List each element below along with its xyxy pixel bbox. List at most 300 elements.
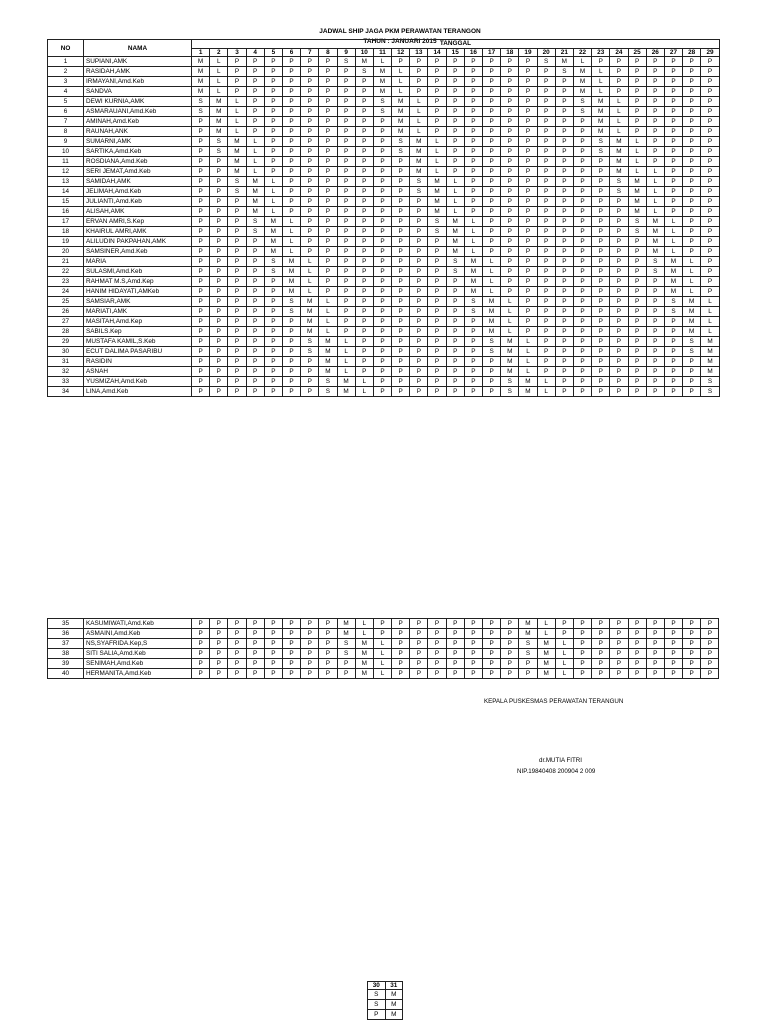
shift-cell: P	[319, 207, 337, 217]
shift-cell: P	[192, 287, 210, 297]
shift-cell: P	[355, 157, 373, 167]
shift-cell: P	[683, 167, 701, 177]
shift-cell: P	[501, 237, 519, 247]
shift-cell: P	[355, 127, 373, 137]
shift-cell: P	[428, 337, 446, 347]
shift-cell: P	[192, 377, 210, 387]
shift-cell: P	[701, 267, 720, 277]
shift-cell: M	[337, 387, 355, 397]
day-header: 21	[555, 49, 573, 57]
shift-cell: P	[592, 257, 610, 267]
staff-name: ECUT DALIMA PASARIBU	[84, 347, 192, 357]
shift-cell: P	[628, 377, 646, 387]
shift-cell: P	[483, 77, 501, 87]
schedule-row	[48, 649, 719, 659]
shift-cell: S	[573, 107, 591, 117]
row-number: 15	[48, 197, 84, 207]
shift-cell: P	[537, 327, 555, 337]
row-number: 12	[48, 167, 84, 177]
shift-cell: L	[483, 287, 501, 297]
shift-cell: P	[483, 237, 501, 247]
shift-cell: P	[501, 167, 519, 177]
shift-cell: S	[464, 297, 482, 307]
shift-cell: P	[573, 237, 591, 247]
shift-cell: P	[628, 659, 646, 669]
shift-cell: M	[519, 629, 537, 639]
shift-cell: P	[428, 357, 446, 367]
shift-cell: M	[385, 990, 403, 1000]
shift-cell: P	[537, 227, 555, 237]
shift-cell: P	[573, 619, 591, 629]
shift-cell: P	[355, 307, 373, 317]
shift-cell: P	[464, 147, 482, 157]
shift-cell: P	[301, 77, 319, 87]
shift-cell: P	[428, 257, 446, 267]
shift-cell: P	[228, 669, 246, 679]
shift-cell: P	[464, 649, 482, 659]
shift-cell: P	[337, 327, 355, 337]
shift-cell: P	[192, 197, 210, 207]
shift-cell: P	[264, 327, 282, 337]
shift-cell: P	[664, 659, 682, 669]
shift-cell: P	[501, 217, 519, 227]
shift-cell: P	[664, 347, 682, 357]
shift-cell: P	[373, 197, 391, 207]
shift-cell: P	[301, 669, 319, 679]
shift-cell: P	[555, 127, 573, 137]
shift-cell: S	[319, 387, 337, 397]
shift-cell: P	[464, 127, 482, 137]
shift-cell: P	[701, 207, 720, 217]
shift-cell: P	[410, 357, 428, 367]
shift-cell: P	[319, 87, 337, 97]
shift-cell: P	[573, 649, 591, 659]
schedule-row	[48, 377, 720, 387]
shift-cell: P	[210, 337, 228, 347]
shift-cell: P	[192, 277, 210, 287]
shift-cell: S	[246, 227, 264, 237]
shift-cell: P	[192, 307, 210, 317]
shift-cell: P	[337, 87, 355, 97]
shift-cell: P	[446, 277, 464, 287]
shift-cell: L	[519, 357, 537, 367]
shift-cell: P	[410, 367, 428, 377]
shift-cell: M	[355, 639, 373, 649]
shift-cell: P	[610, 57, 628, 67]
shift-cell: P	[519, 247, 537, 257]
shift-cell: P	[573, 659, 591, 669]
shift-cell: M	[628, 177, 646, 187]
shift-cell: L	[373, 649, 391, 659]
row-number: 29	[48, 337, 84, 347]
shift-cell: P	[410, 237, 428, 247]
shift-cell: P	[610, 67, 628, 77]
shift-cell: P	[464, 157, 482, 167]
shift-cell: P	[392, 377, 410, 387]
shift-cell: P	[282, 377, 300, 387]
shift-cell: P	[410, 387, 428, 397]
shift-cell: P	[282, 87, 300, 97]
shift-cell: L	[701, 317, 720, 327]
shift-cell: P	[592, 669, 610, 679]
shift-cell: P	[610, 307, 628, 317]
shift-cell: P	[228, 247, 246, 257]
staff-name: SENIMAH,Amd.Keb	[84, 659, 192, 669]
shift-cell: P	[701, 137, 720, 147]
shift-cell: M	[592, 127, 610, 137]
shift-cell: P	[428, 327, 446, 337]
shift-cell: P	[410, 77, 428, 87]
shift-cell: P	[410, 639, 428, 649]
shift-cell: P	[210, 247, 228, 257]
row-number: 18	[48, 227, 84, 237]
shift-cell: P	[192, 367, 210, 377]
shift-cell: P	[392, 197, 410, 207]
shift-cell: P	[701, 287, 720, 297]
shift-cell: P	[246, 619, 264, 629]
shift-cell: P	[301, 147, 319, 157]
schedule-row	[48, 147, 720, 157]
shift-cell: P	[501, 629, 519, 639]
shift-cell: P	[192, 267, 210, 277]
shift-cell: P	[519, 287, 537, 297]
shift-cell: P	[464, 197, 482, 207]
shift-cell: P	[282, 167, 300, 177]
shift-cell: P	[628, 57, 646, 67]
shift-cell: P	[355, 277, 373, 287]
shift-cell: S	[483, 347, 501, 357]
shift-cell: P	[246, 317, 264, 327]
shift-cell: M	[610, 137, 628, 147]
shift-cell: P	[228, 87, 246, 97]
shift-cell: P	[319, 167, 337, 177]
shift-cell: M	[210, 97, 228, 107]
signature-position: KEPALA PUSKESMAS PERAWATAN TERANGUN	[484, 698, 624, 705]
shift-cell: P	[683, 669, 701, 679]
shift-cell: L	[446, 197, 464, 207]
shift-cell: P	[392, 387, 410, 397]
header-no: NO	[48, 40, 84, 57]
shift-cell: P	[464, 67, 482, 77]
shift-cell: L	[264, 207, 282, 217]
shift-cell: P	[537, 337, 555, 347]
shift-cell: P	[628, 247, 646, 257]
shift-cell: P	[337, 97, 355, 107]
staff-name: RASIDIN	[84, 357, 192, 367]
shift-cell: P	[646, 277, 664, 287]
row-number: 9	[48, 137, 84, 147]
shift-cell: P	[501, 127, 519, 137]
shift-cell: P	[701, 217, 720, 227]
shift-cell: L	[664, 247, 682, 257]
shift-cell: P	[410, 317, 428, 327]
shift-cell: S	[592, 137, 610, 147]
shift-cell: L	[355, 387, 373, 397]
shift-cell: M	[501, 367, 519, 377]
shift-cell: L	[410, 117, 428, 127]
shift-cell: P	[628, 629, 646, 639]
shift-cell: P	[301, 87, 319, 97]
shift-cell: P	[228, 207, 246, 217]
shift-cell: P	[428, 669, 446, 679]
shift-cell: P	[301, 127, 319, 137]
shift-cell: P	[319, 247, 337, 257]
shift-cell: P	[301, 177, 319, 187]
shift-cell: P	[464, 347, 482, 357]
shift-cell: P	[192, 247, 210, 257]
shift-cell: P	[228, 659, 246, 669]
shift-cell: P	[246, 367, 264, 377]
shift-cell: P	[192, 317, 210, 327]
shift-cell: M	[573, 67, 591, 77]
shift-cell: M	[664, 257, 682, 267]
shift-cell: P	[192, 387, 210, 397]
shift-cell: P	[282, 77, 300, 87]
shift-cell: P	[301, 619, 319, 629]
shift-cell: P	[646, 307, 664, 317]
schedule-row	[48, 77, 720, 87]
shift-cell: P	[701, 619, 719, 629]
shift-cell: P	[464, 669, 482, 679]
shift-cell: P	[301, 387, 319, 397]
shift-cell: P	[210, 387, 228, 397]
shift-cell: P	[264, 649, 282, 659]
shift-cell: P	[483, 357, 501, 367]
shift-cell: P	[228, 277, 246, 287]
shift-cell: P	[319, 257, 337, 267]
shift-cell: M	[519, 377, 537, 387]
shift-cell: P	[464, 377, 482, 387]
shift-cell: P	[264, 317, 282, 327]
shift-cell: L	[628, 147, 646, 157]
shift-cell: P	[464, 357, 482, 367]
shift-cell: P	[501, 157, 519, 167]
shift-cell: P	[410, 347, 428, 357]
shift-cell: P	[628, 307, 646, 317]
shift-cell: P	[301, 237, 319, 247]
shift-cell: P	[428, 77, 446, 87]
row-number: 19	[48, 237, 84, 247]
row-number: 2	[48, 67, 84, 77]
shift-cell: P	[628, 347, 646, 357]
shift-cell: L	[410, 107, 428, 117]
shift-cell: M	[428, 187, 446, 197]
shift-cell: S	[210, 137, 228, 147]
shift-cell: P	[428, 629, 446, 639]
shift-cell: P	[573, 317, 591, 327]
shift-cell: P	[192, 659, 210, 669]
shift-cell: P	[373, 367, 391, 377]
shift-cell: M	[573, 77, 591, 87]
shift-cell: P	[355, 227, 373, 237]
shift-cell: P	[373, 137, 391, 147]
shift-cell: P	[628, 87, 646, 97]
shift-cell: P	[446, 157, 464, 167]
staff-name: ALISAH,AMK	[84, 207, 192, 217]
row-number: 26	[48, 307, 84, 317]
shift-cell: P	[319, 639, 337, 649]
continuation-row	[368, 1000, 403, 1010]
shift-cell: M	[628, 197, 646, 207]
shift-cell: M	[228, 147, 246, 157]
shift-cell: P	[446, 659, 464, 669]
shift-cell: P	[683, 107, 701, 117]
shift-cell: P	[701, 87, 720, 97]
shift-cell: L	[246, 157, 264, 167]
shift-cell: L	[410, 97, 428, 107]
shift-cell: P	[192, 639, 210, 649]
shift-cell: P	[192, 619, 210, 629]
shift-cell: P	[537, 197, 555, 207]
shift-cell: P	[192, 167, 210, 177]
shift-cell: P	[301, 117, 319, 127]
shift-cell: P	[555, 327, 573, 337]
shift-cell: S	[368, 990, 386, 1000]
shift-cell: P	[392, 307, 410, 317]
shift-cell: P	[355, 247, 373, 257]
shift-cell: P	[592, 629, 610, 639]
shift-cell: P	[428, 247, 446, 257]
day-header: 24	[610, 49, 628, 57]
shift-cell: P	[701, 57, 720, 67]
shift-cell: P	[428, 367, 446, 377]
staff-name: RAUNAH,ANK	[84, 127, 192, 137]
shift-cell: P	[301, 247, 319, 257]
shift-cell: P	[210, 649, 228, 659]
shift-cell: P	[610, 297, 628, 307]
shift-cell: P	[537, 307, 555, 317]
shift-cell: P	[592, 619, 610, 629]
shift-cell: P	[373, 237, 391, 247]
shift-cell: P	[573, 247, 591, 257]
shift-cell: P	[355, 287, 373, 297]
shift-cell: P	[592, 377, 610, 387]
shift-cell: P	[519, 327, 537, 337]
shift-cell: P	[592, 167, 610, 177]
shift-cell: P	[501, 67, 519, 77]
shift-cell: L	[646, 207, 664, 217]
shift-cell: P	[683, 77, 701, 87]
staff-name: MARIATI,AMK	[84, 307, 192, 317]
shift-cell: L	[683, 287, 701, 297]
shift-cell: P	[646, 649, 664, 659]
shift-cell: P	[264, 659, 282, 669]
shift-cell: L	[537, 619, 555, 629]
shift-cell: P	[537, 137, 555, 147]
shift-cell: P	[446, 377, 464, 387]
shift-cell: P	[464, 87, 482, 97]
shift-cell: P	[319, 267, 337, 277]
shift-cell: P	[337, 317, 355, 327]
shift-cell: P	[264, 127, 282, 137]
shift-cell: P	[192, 157, 210, 167]
shift-cell: S	[501, 377, 519, 387]
shift-cell: P	[646, 327, 664, 337]
shift-cell: P	[464, 629, 482, 639]
shift-cell: P	[428, 57, 446, 67]
day-header: 22	[573, 49, 591, 57]
shift-cell: P	[301, 639, 319, 649]
shift-cell: P	[410, 377, 428, 387]
shift-cell: P	[428, 127, 446, 137]
shift-cell: L	[555, 659, 573, 669]
shift-cell: P	[483, 137, 501, 147]
shift-cell: P	[646, 659, 664, 669]
shift-cell: P	[282, 67, 300, 77]
shift-cell: L	[301, 287, 319, 297]
shift-cell: P	[246, 669, 264, 679]
shift-cell: P	[592, 267, 610, 277]
shift-cell: P	[592, 187, 610, 197]
day-header: 30	[368, 982, 386, 990]
shift-cell: M	[428, 197, 446, 207]
schedule-row	[48, 137, 720, 147]
shift-cell: P	[683, 147, 701, 157]
shift-cell: P	[301, 367, 319, 377]
shift-cell: P	[537, 207, 555, 217]
shift-cell: P	[355, 207, 373, 217]
shift-cell: P	[592, 237, 610, 247]
shift-cell: P	[246, 337, 264, 347]
staff-name: SUPIANI,AMK	[84, 57, 192, 67]
shift-cell: M	[446, 227, 464, 237]
shift-cell: P	[701, 177, 720, 187]
shift-cell: S	[446, 257, 464, 267]
shift-cell: P	[192, 649, 210, 659]
shift-cell: P	[410, 287, 428, 297]
shift-cell: P	[537, 147, 555, 157]
shift-cell: P	[392, 57, 410, 67]
schedule-row	[48, 327, 720, 337]
shift-cell: P	[192, 629, 210, 639]
schedule-row	[48, 197, 720, 207]
shift-cell: P	[519, 257, 537, 267]
shift-cell: L	[319, 307, 337, 317]
shift-cell: P	[264, 347, 282, 357]
shift-cell: P	[592, 639, 610, 649]
schedule-row	[48, 297, 720, 307]
shift-cell: M	[537, 639, 555, 649]
shift-cell: P	[282, 187, 300, 197]
shift-cell: P	[319, 157, 337, 167]
shift-cell: P	[192, 117, 210, 127]
shift-cell: P	[646, 367, 664, 377]
shift-cell: P	[501, 267, 519, 277]
schedule-row	[48, 117, 720, 127]
shift-cell: S	[610, 187, 628, 197]
shift-cell: P	[319, 77, 337, 87]
shift-cell: P	[701, 649, 719, 659]
shift-cell: P	[228, 619, 246, 629]
shift-cell: P	[446, 127, 464, 137]
shift-cell: P	[301, 187, 319, 197]
shift-cell: P	[664, 207, 682, 217]
shift-cell: P	[264, 297, 282, 307]
shift-cell: P	[483, 387, 501, 397]
shift-cell: P	[446, 367, 464, 377]
shift-cell: P	[519, 67, 537, 77]
shift-cell: P	[264, 67, 282, 77]
staff-name: MARIA	[84, 257, 192, 267]
shift-cell: M	[355, 669, 373, 679]
shift-cell: P	[519, 77, 537, 87]
shift-cell: P	[701, 257, 720, 267]
shift-cell: P	[337, 669, 355, 679]
shift-cell: P	[628, 287, 646, 297]
shift-cell: P	[464, 387, 482, 397]
schedule-row	[48, 257, 720, 267]
shift-cell: P	[410, 277, 428, 287]
